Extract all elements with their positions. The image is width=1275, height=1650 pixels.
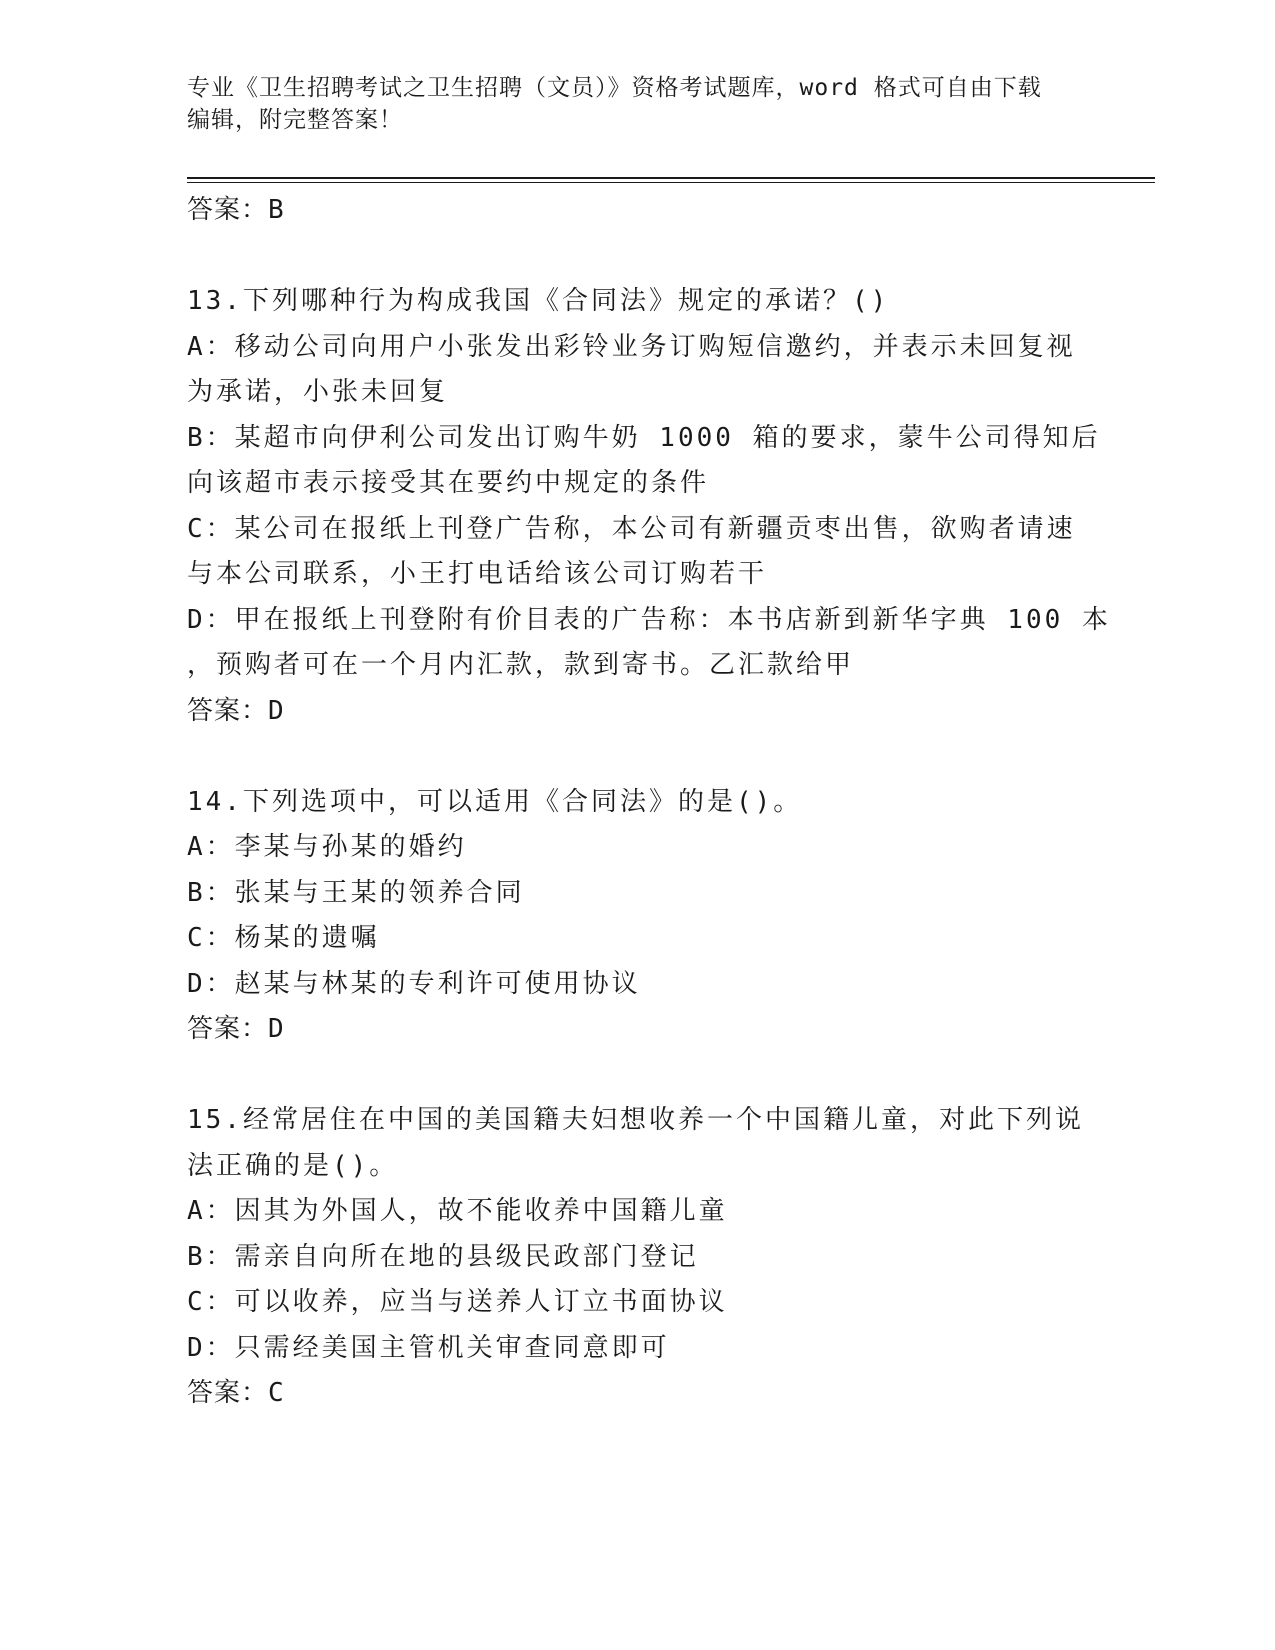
option-b-continued: 向该超市表示接受其在要约中规定的条件 xyxy=(187,468,710,498)
option-d-continued: ，预购者可在一个月内汇款，款到寄书。乙汇款给甲 xyxy=(187,650,855,680)
header-line-2: 编辑，附完整答案！ xyxy=(187,107,403,133)
option-a: A：移动公司向用户小张发出彩铃业务订购短信邀约，并表示未回复视 xyxy=(187,331,1076,362)
question-stem: 13.下列哪种行为构成我国《合同法》规定的承诺？() xyxy=(187,286,890,316)
answer: 答案：C xyxy=(187,1378,285,1408)
option-a: A：李某与孙某的婚约 xyxy=(187,832,467,862)
header-divider-thin xyxy=(187,182,1155,183)
document-header xyxy=(187,72,1087,136)
option-a: A：因其为外国人，故不能收养中国籍儿童 xyxy=(187,1196,728,1226)
answer: 答案：D xyxy=(187,695,285,726)
header-divider-thick xyxy=(187,177,1155,179)
question-14 xyxy=(187,780,1087,1053)
spacer xyxy=(187,234,1087,280)
option-c-continued: 与本公司联系，小王打电话给该公司订购若干 xyxy=(187,559,768,589)
option-d: D：赵某与林某的专利许可使用协议 xyxy=(187,968,641,999)
header-line-1: 专业《卫生招聘考试之卫生招聘（文员）》资格考试题库，word 格式可自由下载 xyxy=(187,75,1042,101)
option-a-continued: 为承诺，小张未回复 xyxy=(187,377,449,407)
question-stem: 14.下列选项中，可以适用《合同法》的是()。 xyxy=(187,786,803,817)
option-d: D：只需经美国主管机关审查同意即可 xyxy=(187,1332,670,1363)
option-b: B：某超市向伊利公司发出订购牛奶 1000 箱的要求，蒙牛公司得知后 xyxy=(187,422,1101,453)
question-list xyxy=(187,188,1111,1417)
spacer xyxy=(187,734,1087,780)
answer: 答案：D xyxy=(187,1014,285,1044)
option-c: C：可以收养，应当与送养人订立书面协议 xyxy=(187,1287,728,1317)
option-b: B：需亲自向所在地的县级民政部门登记 xyxy=(187,1241,699,1272)
question-15 xyxy=(187,1098,1087,1417)
question-13 xyxy=(187,279,1111,734)
question-stem-continued: 法正确的是()。 xyxy=(187,1150,399,1181)
question-stem: 15.经常居住在中国的美国籍夫妇想收养一个中国籍儿童，对此下列说 xyxy=(187,1105,1084,1135)
option-b: B：张某与王某的领养合同 xyxy=(187,877,525,908)
spacer xyxy=(187,1053,1087,1099)
option-d: D：甲在报纸上刊登附有价目表的广告称：本书店新到新华字典 100 本 xyxy=(187,604,1111,635)
option-c: C：杨某的遗嘱 xyxy=(187,923,380,953)
option-c: C：某公司在报纸上刊登广告称，本公司有新疆贡枣出售，欲购者请速 xyxy=(187,513,1076,544)
previous-answer: 答案：B xyxy=(187,195,285,225)
